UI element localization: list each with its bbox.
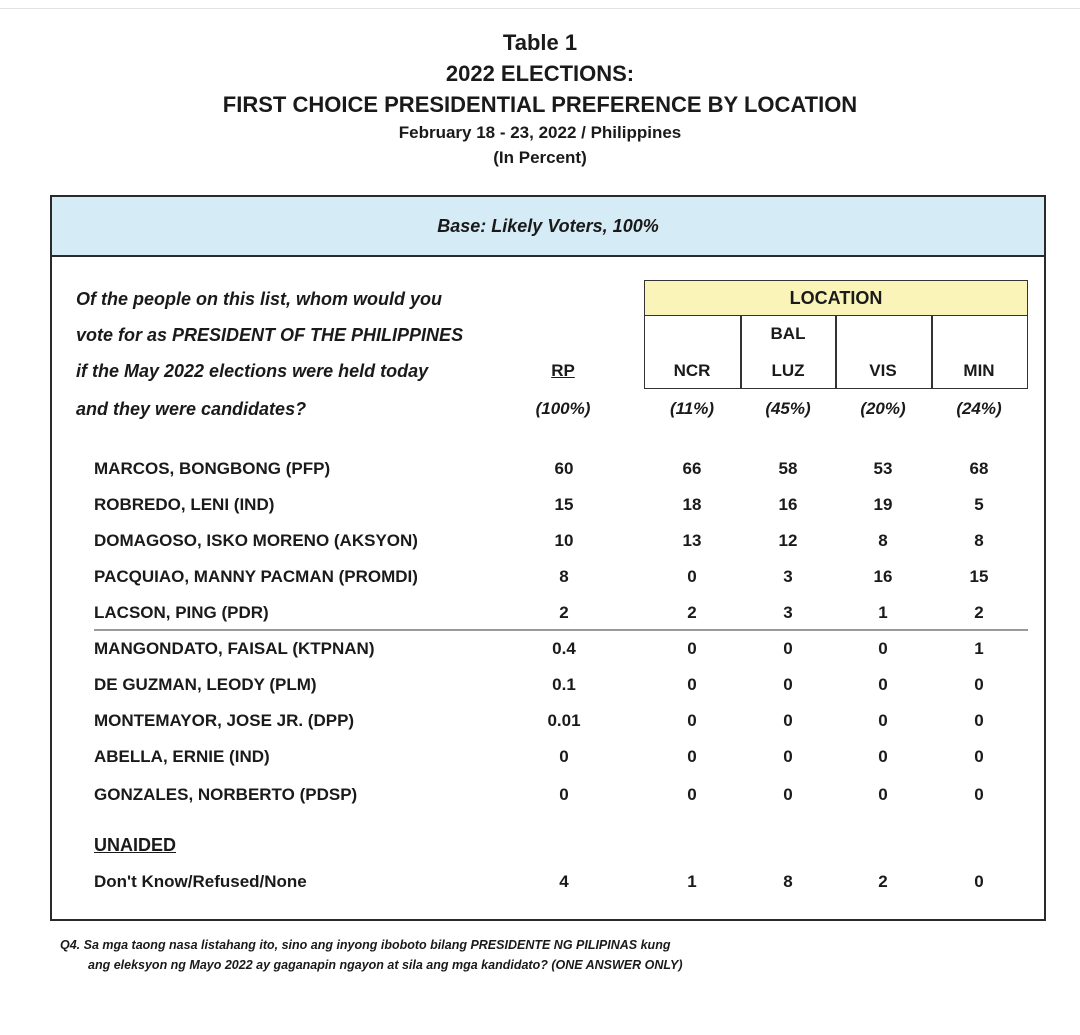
cell-vis: 0 — [878, 785, 888, 804]
cell-balluz: 8 — [783, 872, 793, 891]
footnote-line-2: ang eleksyon ng Mayo 2022 ay gaganapin ngayon at sila ang mga kandidato? (ONE ANSWER ONLY) — [88, 958, 683, 972]
cell-min: 2 — [974, 603, 984, 622]
col-pct-ncr: (11%) — [669, 399, 715, 418]
cell-min: 0 — [974, 747, 984, 766]
cell-ncr: 0 — [687, 711, 697, 730]
candidate-name: ROBREDO, LENI (IND) — [94, 495, 275, 514]
base-banner: Base: Likely Voters, 100% — [52, 197, 1044, 257]
cell-ncr: 0 — [687, 639, 697, 658]
row-divider — [94, 629, 1028, 631]
cell-min: 5 — [974, 495, 984, 514]
cell-vis: 1 — [878, 603, 888, 622]
cell-ncr: 66 — [682, 459, 702, 478]
candidate-name: DOMAGOSO, ISKO MORENO (AKSYON) — [94, 531, 418, 550]
cell-rp: 60 — [554, 459, 574, 478]
cell-ncr: 1 — [687, 872, 697, 891]
cell-vis: 0 — [878, 639, 888, 658]
cell-rp: 0.4 — [552, 639, 576, 658]
cell-rp: 2 — [559, 603, 569, 622]
candidate-name: ABELLA, ERNIE (IND) — [94, 747, 270, 766]
question-line-4: and they were candidates? — [76, 399, 307, 419]
table-row — [52, 747, 1044, 777]
table-label: Table 1 — [502, 30, 578, 55]
col-header-ncr: NCR — [673, 361, 711, 380]
cell-rp: 0 — [559, 747, 569, 766]
table-row — [52, 531, 1044, 561]
unaided-heading: UNAIDED — [94, 835, 177, 855]
cell-rp: 4 — [559, 872, 569, 891]
col-pct-rp: (100%) — [535, 399, 591, 418]
cell-rp: 8 — [559, 567, 569, 586]
cell-balluz: 0 — [783, 675, 793, 694]
cell-ncr: 0 — [687, 785, 697, 804]
cell-min: 0 — [974, 675, 984, 694]
table-row — [52, 785, 1044, 815]
top-border-line — [0, 8, 1080, 9]
col-header-luz: LUZ — [771, 361, 805, 380]
cell-vis: 53 — [873, 459, 893, 478]
cell-vis: 2 — [878, 872, 888, 891]
table-row — [52, 495, 1044, 525]
cell-rp: 10 — [554, 531, 574, 550]
cell-vis: 8 — [878, 531, 888, 550]
results-table — [50, 195, 1046, 921]
cell-rp: 0.01 — [547, 711, 581, 730]
candidate-name: MANGONDATO, FAISAL (KTPNAN) — [94, 639, 375, 658]
table-row — [52, 675, 1044, 705]
cell-balluz: 0 — [783, 785, 793, 804]
candidate-name: GONZALES, NORBERTO (PDSP) — [94, 785, 358, 804]
cell-ncr: 2 — [687, 603, 697, 622]
unit-note: (In Percent) — [493, 148, 587, 167]
title-line-1: 2022 ELECTIONS: — [445, 61, 635, 86]
cell-ncr: 13 — [682, 531, 702, 550]
candidate-name: LACSON, PING (PDR) — [94, 603, 269, 622]
cell-rp: 0 — [559, 785, 569, 804]
cell-ncr: 0 — [687, 747, 697, 766]
title-line-2: FIRST CHOICE PRESIDENTIAL PREFERENCE BY LOCATION — [222, 92, 858, 117]
survey-date: February 18 - 23, 2022 / Philippines — [398, 123, 682, 142]
question-line-1: Of the people on this list, whom would you — [76, 289, 442, 309]
col-header-min: MIN — [963, 361, 995, 380]
cell-min: 0 — [974, 872, 984, 891]
candidate-name: DE GUZMAN, LEODY (PLM) — [94, 675, 317, 694]
cell-min: 1 — [974, 639, 984, 658]
cell-balluz: 0 — [783, 747, 793, 766]
col-pct-balluz: (45%) — [765, 399, 811, 418]
table-row — [52, 872, 1044, 902]
cell-rp: 15 — [554, 495, 574, 514]
candidate-name: MARCOS, BONGBONG (PFP) — [94, 459, 331, 478]
cell-balluz: 58 — [778, 459, 798, 478]
table-row — [52, 711, 1044, 741]
cell-vis: 19 — [873, 495, 893, 514]
col-header-rp: RP — [551, 361, 575, 380]
cell-ncr: 18 — [682, 495, 702, 514]
table-row — [52, 567, 1044, 597]
cell-vis: 0 — [878, 747, 888, 766]
table-row — [52, 459, 1044, 489]
cell-balluz: 3 — [783, 603, 793, 622]
cell-vis: 0 — [878, 711, 888, 730]
cell-min: 8 — [974, 531, 984, 550]
cell-min: 15 — [969, 567, 989, 586]
question-line-2: vote for as PRESIDENT OF THE PHILIPPINES — [76, 325, 464, 345]
unaided-label: Don't Know/Refused/None — [94, 872, 307, 891]
cell-balluz: 0 — [783, 711, 793, 730]
col-pct-vis: (20%) — [860, 399, 906, 418]
cell-min: 68 — [969, 459, 989, 478]
grid-divider — [740, 315, 742, 388]
col-header-bal: BAL — [770, 324, 806, 343]
cell-balluz: 3 — [783, 567, 793, 586]
footnote-line-1: Q4. Sa mga taong nasa listahang ito, sino ang inyong iboboto bilang PRESIDENTE NG PILIPINAS kung — [60, 938, 671, 952]
table-row — [52, 639, 1044, 669]
cell-ncr: 0 — [687, 567, 697, 586]
col-header-vis: VIS — [869, 361, 897, 380]
cell-balluz: 16 — [778, 495, 798, 514]
cell-balluz: 12 — [778, 531, 798, 550]
cell-vis: 0 — [878, 675, 888, 694]
col-pct-min: (24%) — [956, 399, 1002, 418]
cell-min: 0 — [974, 711, 984, 730]
question-line-3: if the May 2022 elections were held today — [76, 361, 429, 381]
cell-ncr: 0 — [687, 675, 697, 694]
location-header: LOCATION — [644, 280, 1028, 316]
cell-min: 0 — [974, 785, 984, 804]
cell-balluz: 0 — [783, 639, 793, 658]
cell-rp: 0.1 — [552, 675, 576, 694]
candidate-name: PACQUIAO, MANNY PACMAN (PROMDI) — [94, 567, 418, 586]
grid-divider — [835, 315, 837, 388]
grid-divider — [931, 315, 933, 388]
candidate-name: MONTEMAYOR, JOSE JR. (DPP) — [94, 711, 355, 730]
cell-vis: 16 — [873, 567, 893, 586]
